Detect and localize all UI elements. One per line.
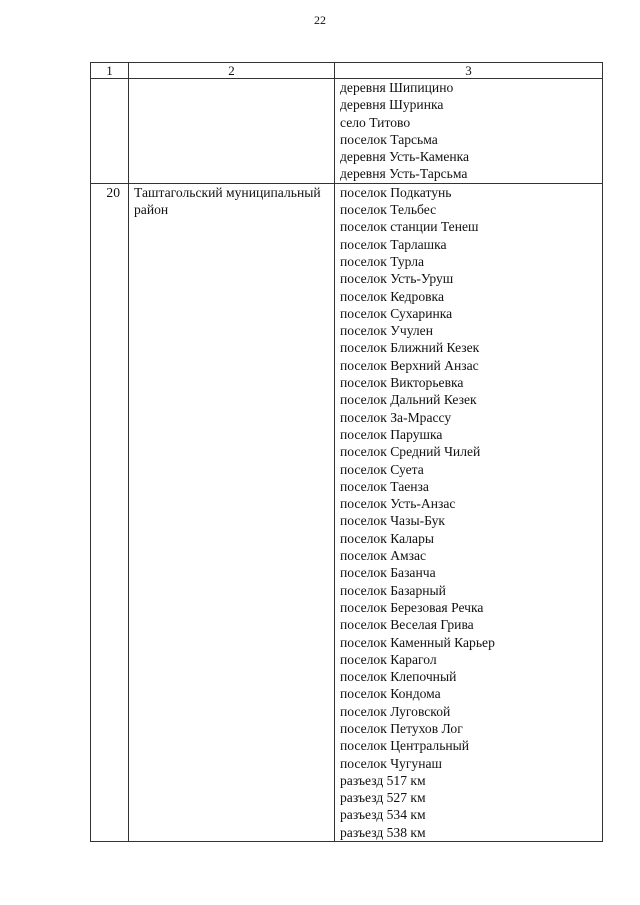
settlement-list (340, 79, 602, 183)
settlement-item: деревня Шуринка (340, 97, 444, 113)
settlement-item: поселок За-Мрассу (340, 409, 452, 425)
settlement-item: поселок Суета (340, 461, 424, 477)
settlement-item: поселок Клепочный (340, 669, 457, 685)
settlement-item: деревня Усть-Каменка (340, 149, 470, 165)
settlement-item: поселок Амзас (340, 548, 427, 564)
settlement-item: поселок Каменный Карьер (340, 634, 495, 650)
settlement-item: поселок Учулен (340, 323, 433, 339)
settlement-item: поселок Средний Чилей (340, 444, 481, 460)
settlements-table (90, 62, 603, 842)
settlement-item: поселок Кондома (340, 686, 441, 702)
row-number: 20 (91, 183, 129, 841)
settlement-list-cell (335, 79, 603, 184)
table-row (91, 79, 603, 184)
settlement-item: разъезд 538 км (340, 824, 426, 840)
settlement-item: поселок Парушка (340, 426, 443, 442)
settlement-item: поселок Ближний Кезек (340, 340, 480, 356)
settlement-item: поселок Таенза (340, 478, 429, 494)
settlement-item: поселок Луговской (340, 703, 451, 719)
settlement-list-cell (335, 183, 603, 841)
table-header-row (91, 63, 603, 79)
settlement-item: поселок Карагол (340, 651, 437, 667)
settlement-item: поселок Калары (340, 530, 435, 546)
settlement-item: поселок Базарный (340, 582, 446, 598)
settlement-item: разъезд 534 км (340, 807, 426, 823)
district-name (129, 79, 335, 184)
settlement-item: поселок Березовая Речка (340, 599, 484, 615)
settlement-item: поселок станции Тенеш (340, 219, 479, 235)
settlement-item: деревня Усть-Тарсьма (340, 166, 468, 182)
settlement-item: поселок Усть-Уруш (340, 271, 454, 287)
table-row (91, 183, 603, 841)
settlement-item: поселок Викторьевка (340, 375, 464, 391)
page-number: 22 (314, 13, 326, 27)
settlement-item: поселок Тарлашка (340, 236, 447, 252)
settlement-item: поселок Верхний Анзас (340, 357, 479, 373)
settlement-item: поселок Подкатунь (340, 184, 452, 200)
settlement-list (340, 184, 602, 841)
settlement-item: разъезд 527 км (340, 790, 426, 806)
settlement-item: поселок Веселая Грива (340, 617, 474, 633)
column-header-2: 2 (129, 63, 335, 79)
settlement-item: поселок Центральный (340, 738, 470, 754)
settlement-item: поселок Чугунаш (340, 755, 443, 771)
column-header-1: 1 (91, 63, 129, 79)
settlement-item: поселок Дальний Кезек (340, 392, 477, 408)
settlement-item: поселок Турла (340, 253, 425, 269)
settlement-item: поселок Петухов Лог (340, 720, 463, 736)
column-header-3: 3 (335, 63, 603, 79)
row-number (91, 79, 129, 184)
district-name: Таштагольский муниципальный район (129, 183, 335, 841)
settlement-item: деревня Шипицино (340, 80, 454, 95)
settlement-item: село Титово (340, 114, 411, 130)
settlement-item: поселок Сухаринка (340, 305, 453, 321)
settlement-item: поселок Чазы-Бук (340, 513, 445, 529)
settlement-item: разъезд 517 км (340, 772, 426, 788)
settlement-item: поселок Кедровка (340, 288, 444, 304)
settlement-item: поселок Базанча (340, 565, 436, 581)
settlement-item: поселок Тарсьма (340, 131, 438, 147)
settlement-item: поселок Тельбес (340, 202, 437, 218)
settlement-item: поселок Усть-Анзас (340, 496, 456, 512)
